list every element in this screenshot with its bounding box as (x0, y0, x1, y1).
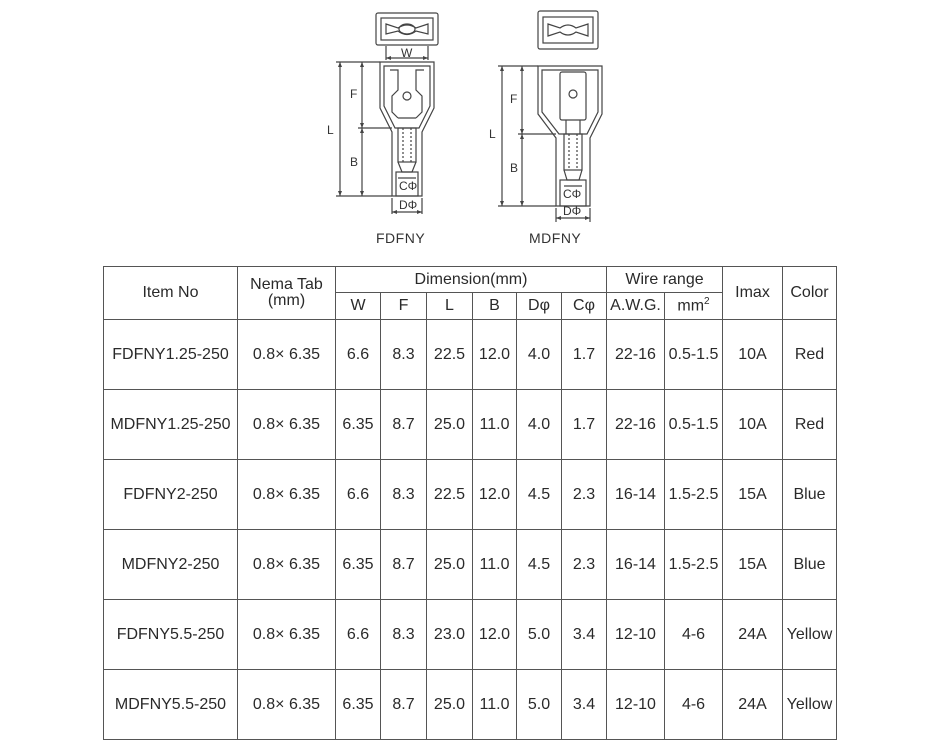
header-dimension: Dimension(mm) (336, 267, 607, 293)
cell-b: 11.0 (473, 670, 517, 740)
cell-mm2: 0.5-1.5 (665, 390, 723, 460)
header-nema-tab-line1: Nema Tab (250, 276, 323, 293)
cell-tab: 0.8× 6.35 (238, 390, 336, 460)
mdfny-caption: MDFNY (529, 230, 582, 246)
cell-b: 12.0 (473, 320, 517, 390)
fdfny-c-label: CΦ (399, 179, 418, 193)
technical-drawings (0, 0, 940, 260)
cell-d: 4.5 (517, 530, 562, 600)
cell-b: 11.0 (473, 530, 517, 600)
table-row (104, 320, 837, 390)
fdfny-f-label: F (350, 87, 358, 101)
fdfny-w-label: W (401, 46, 413, 60)
cell-awg: 22-16 (607, 390, 665, 460)
cell-l: 22.5 (427, 320, 473, 390)
cell-color: Yellow (783, 600, 837, 670)
cell-awg: 12-10 (607, 670, 665, 740)
header-row-1 (104, 267, 837, 293)
header-mm2-text: mm (677, 297, 705, 315)
cell-imax: 24A (723, 600, 783, 670)
cell-awg: 16-14 (607, 530, 665, 600)
header-awg: A.W.G. (607, 293, 665, 320)
cell-c: 1.7 (562, 320, 607, 390)
table-row (104, 530, 837, 600)
cell-c: 2.3 (562, 460, 607, 530)
cell-mm2: 1.5-2.5 (665, 530, 723, 600)
header-l: L (427, 293, 473, 320)
header-imax: Imax (723, 267, 783, 320)
header-c-phi: Cφ (562, 293, 607, 320)
cell-mm2: 0.5-1.5 (665, 320, 723, 390)
cell-b: 12.0 (473, 460, 517, 530)
fdfny-drawing (336, 13, 438, 214)
cell-w: 6.35 (336, 530, 381, 600)
cell-tab: 0.8× 6.35 (238, 600, 336, 670)
cell-tab: 0.8× 6.35 (238, 530, 336, 600)
cell-c: 2.3 (562, 530, 607, 600)
cell-c: 3.4 (562, 670, 607, 740)
cell-d: 4.0 (517, 320, 562, 390)
cell-f: 8.3 (381, 460, 427, 530)
spec-table (103, 266, 837, 740)
cell-imax: 15A (723, 460, 783, 530)
cell-mm2: 1.5-2.5 (665, 460, 723, 530)
header-nema-tab-line2: (mm) (267, 292, 306, 309)
cell-item: FDFNY2-250 (104, 460, 238, 530)
header-mm2-sup: 2 (704, 296, 710, 308)
mdfny-drawing (498, 11, 602, 222)
header-b: B (473, 293, 517, 320)
cell-color: Red (783, 390, 837, 460)
cell-l: 23.0 (427, 600, 473, 670)
cell-awg: 22-16 (607, 320, 665, 390)
cell-l: 25.0 (427, 530, 473, 600)
cell-awg: 12-10 (607, 600, 665, 670)
mdfny-f-label: F (510, 92, 518, 106)
mdfny-d-label: DΦ (563, 204, 582, 218)
cell-tab: 0.8× 6.35 (238, 320, 336, 390)
cell-w: 6.6 (336, 320, 381, 390)
fdfny-l-label: L (327, 123, 334, 137)
cell-item: MDFNY1.25-250 (104, 390, 238, 460)
header-wire-range: Wire range (607, 267, 723, 293)
cell-item: MDFNY5.5-250 (104, 670, 238, 740)
table-row (104, 670, 837, 740)
cell-b: 11.0 (473, 390, 517, 460)
cell-tab: 0.8× 6.35 (238, 670, 336, 740)
mdfny-b-label: B (510, 161, 519, 175)
cell-awg: 16-14 (607, 460, 665, 530)
cell-mm2: 4-6 (665, 600, 723, 670)
table-row (104, 600, 837, 670)
cell-color: Blue (783, 460, 837, 530)
cell-c: 3.4 (562, 600, 607, 670)
mdfny-l-label: L (489, 127, 496, 141)
cell-imax: 10A (723, 390, 783, 460)
cell-f: 8.3 (381, 320, 427, 390)
cell-tab: 0.8× 6.35 (238, 460, 336, 530)
cell-d: 4.0 (517, 390, 562, 460)
cell-f: 8.7 (381, 390, 427, 460)
cell-color: Blue (783, 530, 837, 600)
cell-d: 5.0 (517, 670, 562, 740)
cell-imax: 15A (723, 530, 783, 600)
cell-mm2: 4-6 (665, 670, 723, 740)
cell-color: Red (783, 320, 837, 390)
header-item-no: Item No (104, 267, 238, 320)
cell-imax: 24A (723, 670, 783, 740)
cell-item: MDFNY2-250 (104, 530, 238, 600)
fdfny-b-label: B (350, 155, 359, 169)
cell-d: 5.0 (517, 600, 562, 670)
header-mm2 (665, 293, 723, 320)
cell-f: 8.3 (381, 600, 427, 670)
cell-f: 8.7 (381, 670, 427, 740)
cell-w: 6.6 (336, 600, 381, 670)
cell-imax: 10A (723, 320, 783, 390)
header-nema-tab (238, 267, 336, 320)
fdfny-d-label: DΦ (399, 198, 418, 212)
cell-l: 25.0 (427, 670, 473, 740)
header-color: Color (783, 267, 837, 320)
cell-d: 4.5 (517, 460, 562, 530)
table-row (104, 390, 837, 460)
cell-l: 22.5 (427, 460, 473, 530)
cell-c: 1.7 (562, 390, 607, 460)
cell-color: Yellow (783, 670, 837, 740)
mdfny-c-label: CΦ (563, 187, 582, 201)
cell-f: 8.7 (381, 530, 427, 600)
table-row (104, 460, 837, 530)
fdfny-caption: FDFNY (376, 230, 426, 246)
header-w: W (336, 293, 381, 320)
cell-w: 6.6 (336, 460, 381, 530)
header-d-phi: Dφ (517, 293, 562, 320)
cell-item: FDFNY5.5-250 (104, 600, 238, 670)
cell-item: FDFNY1.25-250 (104, 320, 238, 390)
header-f: F (381, 293, 427, 320)
cell-b: 12.0 (473, 600, 517, 670)
cell-l: 25.0 (427, 390, 473, 460)
cell-w: 6.35 (336, 670, 381, 740)
cell-w: 6.35 (336, 390, 381, 460)
